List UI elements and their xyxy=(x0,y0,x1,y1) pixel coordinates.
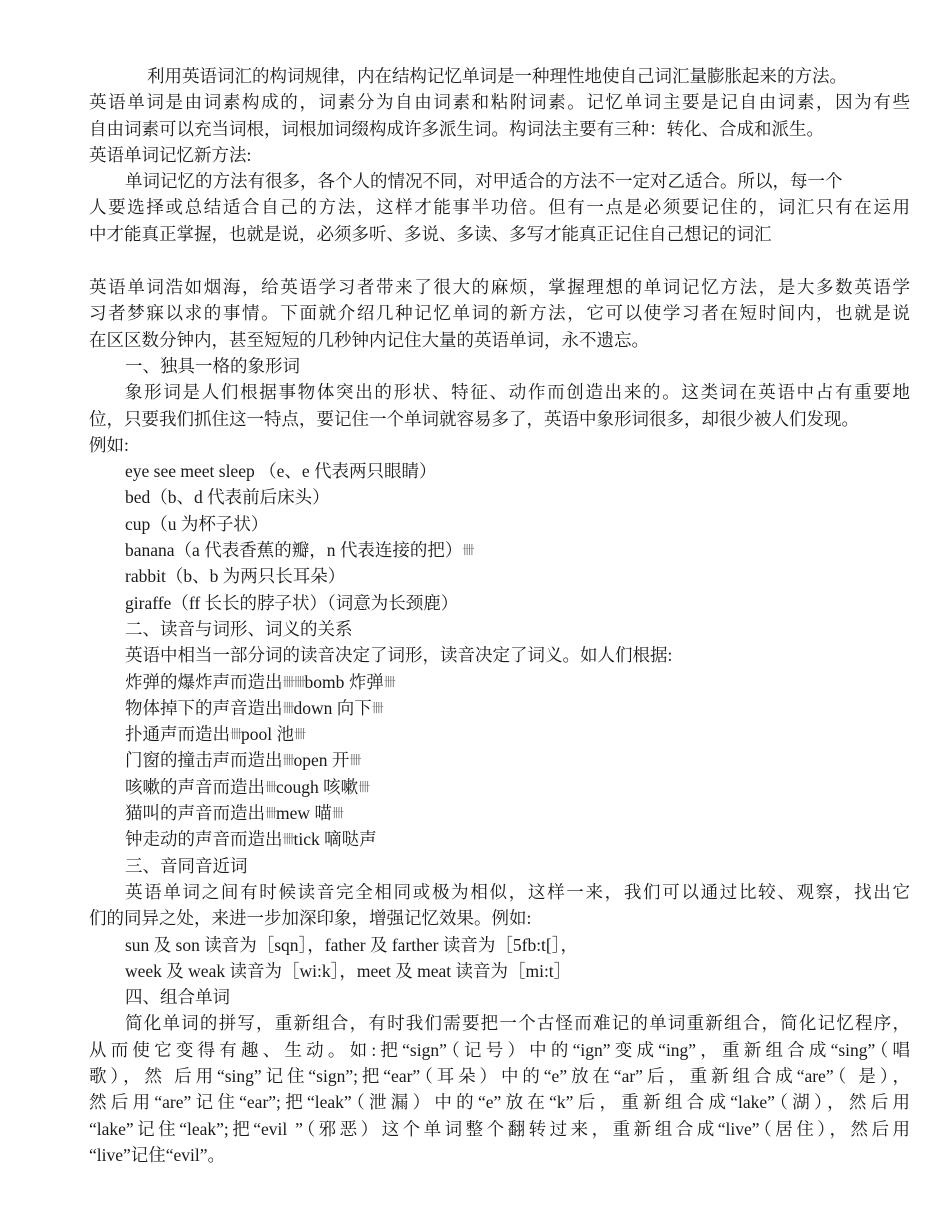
paragraph-line: 们的同异之处，来进一步加深印象，增强记忆效果。例如: xyxy=(89,908,532,929)
marker-glyph: 卌 xyxy=(294,727,306,742)
example-word: tick 嘀哒声 xyxy=(293,829,377,850)
marker-glyph: 卌 xyxy=(230,727,242,742)
example-line xyxy=(89,826,910,852)
section-heading: 一、独具一格的象形词 xyxy=(125,355,300,376)
example-text: 扑通声而造出 xyxy=(125,724,230,745)
paragraph-line: 象形词是人们根据事物体突出的形状、特征、动作而创造出来的。这类词在英语中占有重要地 xyxy=(125,382,910,403)
paragraph-line: 英语单词之间有时候读音完全相同或极为相似，这样一来，我们可以通过比较、观察，找出它 xyxy=(125,881,910,902)
marker-glyph: 卌 xyxy=(265,806,277,821)
example-line xyxy=(89,669,910,695)
marker-glyph: 卌 xyxy=(358,779,370,794)
marker-glyph: 卌 xyxy=(265,779,277,794)
marker-glyph: 卌 xyxy=(282,753,294,768)
paragraph-line: 单词记忆的方法有很多，各个人的情况不同，对甲适合的方法不一定对乙适合。所以，每一个 xyxy=(125,171,843,192)
example-word: bomb 炸弹 xyxy=(304,671,384,692)
example-word: pool 池 xyxy=(241,724,295,745)
example-word: down 向下 xyxy=(293,697,372,718)
paragraph-line: 英语单词浩如烟海，给英语学习者带来了很大的麻烦，掌握理想的单词记忆方法，是大多数英语学 xyxy=(89,277,910,298)
example-line xyxy=(89,695,910,721)
example-line: sun 及 son 读音为［sqn］，father 及 farther 读音为［5fb:t[］， xyxy=(125,934,578,955)
example-line xyxy=(89,774,910,800)
marker-glyph: 卌 xyxy=(282,832,294,847)
marker-glyph: 卌 xyxy=(349,753,361,768)
example-line: rabbit（b、b 为两只长耳朵） xyxy=(125,566,346,587)
example-line: giraffe（ff 长长的脖子状）（词意为长颈鹿） xyxy=(125,592,459,613)
example-text: 猫叫的声音而造出 xyxy=(125,803,265,824)
marker-glyph: 卌 xyxy=(293,674,305,689)
marker-glyph: 卌 xyxy=(371,700,383,715)
section-heading: 二、读音与词形、词义的关系 xyxy=(125,618,353,639)
blank-line xyxy=(89,247,910,274)
section-heading: 三、音同音近词 xyxy=(125,855,248,876)
paragraph-line: 然后用“are”记住“ear”;把“leak”（泄漏）中的“e”放在“k”后，重新组合成“lake”（湖），然后用 xyxy=(89,1092,910,1113)
paragraph-line: 人要选择或总结适合自己的方法，这样才能事半功倍。但有一点是必须要记住的，词汇只有在运用 xyxy=(89,197,910,218)
paragraph-line: 英语单词是由词素构成的，词素分为自由词素和粘附词素。记忆单词主要是记自由词素，因为有些 xyxy=(89,92,910,113)
paragraph-line: “lake”记住“leak”;把“evil ”（邪恶）这个单词整个翻转过来，重新组合成“live”（居住），然后用 xyxy=(89,1118,910,1139)
example-word: cough 咳嗽 xyxy=(276,776,359,797)
example-word: open 开 xyxy=(293,750,350,771)
paragraph-line: 中才能真正掌握，也就是说，必须多听、多说、多读、多写才能真正记住自己想记的词汇 xyxy=(89,223,772,244)
section-heading: 四、组合单词 xyxy=(125,987,230,1008)
example-text: 门窗的撞击声而造出 xyxy=(125,750,283,771)
example-line: eye see meet sleep （e、e 代表两只眼睛） xyxy=(125,461,437,482)
paragraph-line: 例如: xyxy=(89,434,129,455)
section-heading: 英语单词记忆新方法: xyxy=(89,144,252,165)
example-line xyxy=(89,800,910,826)
paragraph-line: 习者梦寐以求的事情。下面就介绍几种记忆单词的新方法，它可以使学习者在短时间内，也就是说 xyxy=(89,303,910,324)
example-line: week 及 weak 读音为［wi:k］，meet 及 meat 读音为［mi:t］ xyxy=(125,960,572,981)
paragraph-line: 从而使它变得有趣、生动。如:把“sign”（记号）中的“ign”变成“ing”，重新组合成“sing”（唱 xyxy=(89,1039,910,1060)
paragraph-line: 利用英语词汇的构词规律，内在结构记忆单词是一种理性地使自己词汇量膨胀起来的方法。 xyxy=(147,66,847,86)
paragraph-line: 简化单词的拼写，重新组合，有时我们需要把一个古怪而难记的单词重新组合，简化记忆程序， xyxy=(125,1013,910,1034)
example-text: banana（a 代表香蕉的瓣，n 代表连接的把） xyxy=(125,540,463,561)
example-line: cup（u 为杯子状） xyxy=(125,513,269,534)
paragraph-line: 自由词素可以充当词根，词根加词缀构成许多派生词。构词法主要有三种：转化、合成和派生。 xyxy=(89,118,824,139)
example-line xyxy=(89,721,910,747)
marker-glyph: 卌 xyxy=(462,543,474,558)
example-word: mew 喵 xyxy=(276,803,332,824)
marker-glyph: 卌 xyxy=(282,700,294,715)
marker-glyph: 卌 xyxy=(383,674,395,689)
marker-glyph: 卌 xyxy=(282,674,294,689)
paragraph-line: 英语中相当一部分词的读音决定了词形，读音决定了词义。如人们根据: xyxy=(125,645,673,666)
example-text: 炸弹的爆炸声而造出 xyxy=(125,671,283,692)
paragraph-line: 位，只要我们抓住这一特点，要记住一个单词就容易多了，英语中象形词很多，却很少被人们发现。 xyxy=(89,408,859,429)
paragraph-line: “live”记住“evil”。 xyxy=(89,1144,226,1165)
marker-glyph: 卌 xyxy=(331,806,343,821)
example-line xyxy=(89,537,910,563)
example-line: bed（b、d 代表前后床头） xyxy=(125,487,330,508)
paragraph-line: 在区区数分钟内，甚至短短的几秒钟内记住大量的英语单词，永不遗忘。 xyxy=(89,329,649,350)
example-line xyxy=(89,747,910,773)
example-text: 钟走动的声音而造出 xyxy=(125,829,283,850)
paragraph-line: 歌），然 后用“sing”记住“sign”;把“ear”（耳朵）中的“e”放在“ar”后，重新组合成“are”（ 是）， xyxy=(89,1065,910,1086)
example-text: 物体掉下的声音造出 xyxy=(125,697,283,718)
example-text: 咳嗽的声音而造出 xyxy=(125,776,265,797)
